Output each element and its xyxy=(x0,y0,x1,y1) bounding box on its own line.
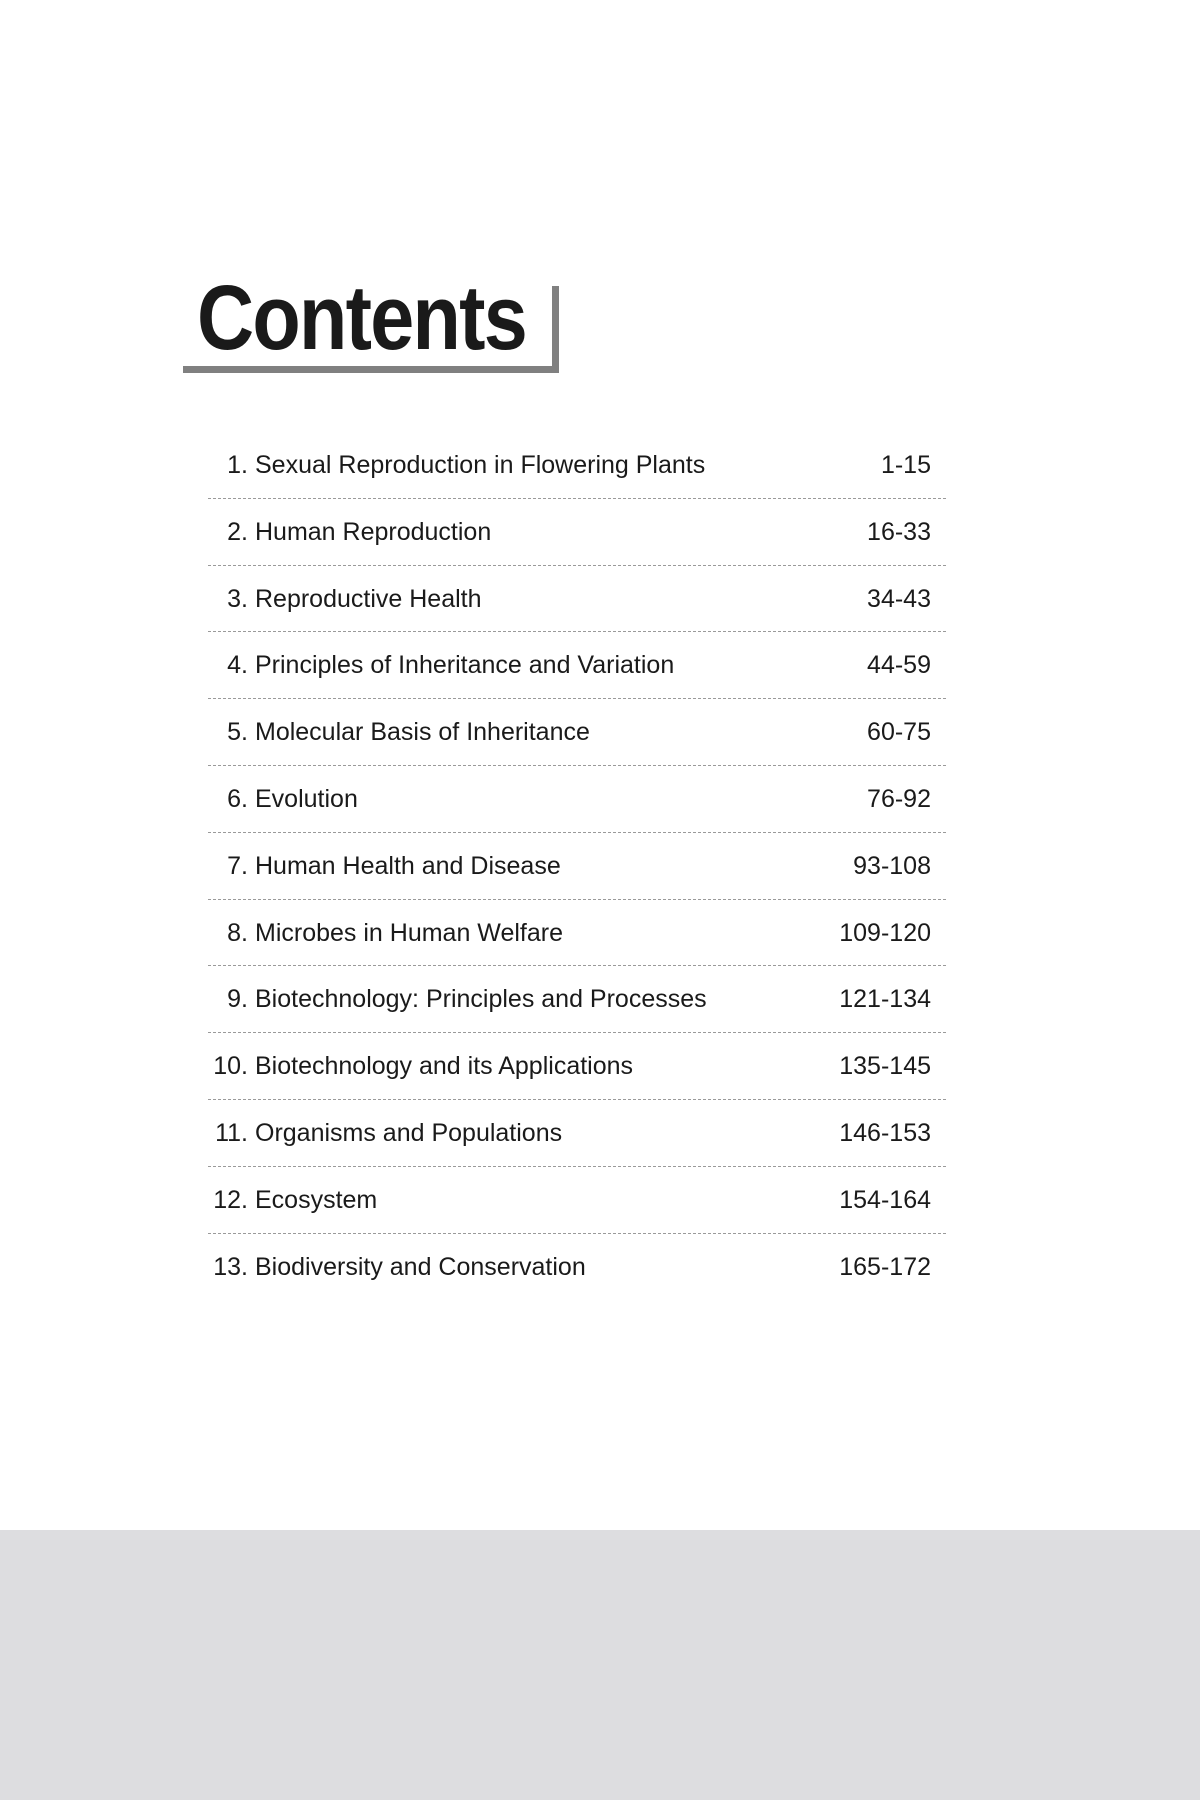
page-range: 109-120 xyxy=(839,918,931,947)
chapter-title: Organisms and Populations xyxy=(255,1118,563,1147)
toc-entry[interactable] xyxy=(208,432,946,499)
chapter-number: 2. xyxy=(227,517,248,546)
chapter-number: 13. xyxy=(213,1252,248,1281)
chapter-number: 12. xyxy=(213,1185,248,1214)
toc-entry[interactable] xyxy=(208,1234,946,1301)
chapter-number: 11. xyxy=(215,1118,248,1147)
page-range: 44-59 xyxy=(867,651,931,680)
chapter-title: Sexual Reproduction in Flowering Plants xyxy=(255,451,706,479)
chapter-title: Molecular Basis of Inheritance xyxy=(255,718,590,747)
page-title: Contents xyxy=(197,267,527,369)
toc-entry[interactable] xyxy=(208,766,946,833)
toc-entry[interactable] xyxy=(208,1167,946,1234)
chapter-number: 5. xyxy=(227,718,248,747)
chapter-number: 10. xyxy=(213,1052,248,1081)
page-range: 34-43 xyxy=(867,584,931,613)
page-range: 121-134 xyxy=(839,985,931,1014)
toc-entry[interactable] xyxy=(208,699,946,766)
page-range: 154-164 xyxy=(839,1185,931,1214)
chapter-number: 3. xyxy=(227,584,248,613)
toc-entry[interactable] xyxy=(208,1100,946,1167)
bottom-margin-band xyxy=(0,1530,1200,1800)
toc-entry[interactable] xyxy=(208,966,946,1033)
page-range: 16-33 xyxy=(867,517,931,546)
chapter-title: Evolution xyxy=(255,784,358,813)
contents-heading-block xyxy=(183,268,559,376)
chapter-title: Human Health and Disease xyxy=(255,851,561,880)
chapter-number: 7. xyxy=(227,851,248,880)
chapter-title: Biotechnology and its Applications xyxy=(255,1052,634,1081)
toc-entry[interactable] xyxy=(208,833,946,900)
toc-entry[interactable] xyxy=(208,1033,946,1100)
chapter-number: 9. xyxy=(227,985,248,1014)
chapter-title: Biotechnology: Principles and Processes xyxy=(255,985,707,1014)
chapter-title: Reproductive Health xyxy=(255,584,482,613)
heading-side-bar xyxy=(552,286,559,373)
page-range: 76-92 xyxy=(867,784,931,813)
page-range: 165-172 xyxy=(839,1252,931,1281)
toc-entry[interactable] xyxy=(208,632,946,699)
chapter-title: Microbes in Human Welfare xyxy=(255,918,563,947)
chapter-title: Principles of Inheritance and Variation xyxy=(255,651,675,680)
table-of-contents xyxy=(208,432,946,1300)
chapter-number: 4. xyxy=(227,651,248,680)
chapter-number: 1. xyxy=(227,451,248,479)
toc-entry[interactable] xyxy=(208,566,946,633)
page-range: 146-153 xyxy=(839,1118,931,1147)
chapter-title: Ecosystem xyxy=(255,1185,378,1214)
chapter-number: 6. xyxy=(227,784,248,813)
chapter-number: 8. xyxy=(227,918,248,947)
page-range: 135-145 xyxy=(839,1052,931,1081)
chapter-title: Human Reproduction xyxy=(255,517,492,546)
toc-entry[interactable] xyxy=(208,900,946,967)
page-range: 60-75 xyxy=(867,718,931,747)
page-range: 1-15 xyxy=(880,451,931,479)
page-range: 93-108 xyxy=(853,851,931,880)
toc-entry[interactable] xyxy=(208,499,946,566)
chapter-title: Biodiversity and Conservation xyxy=(255,1252,586,1281)
